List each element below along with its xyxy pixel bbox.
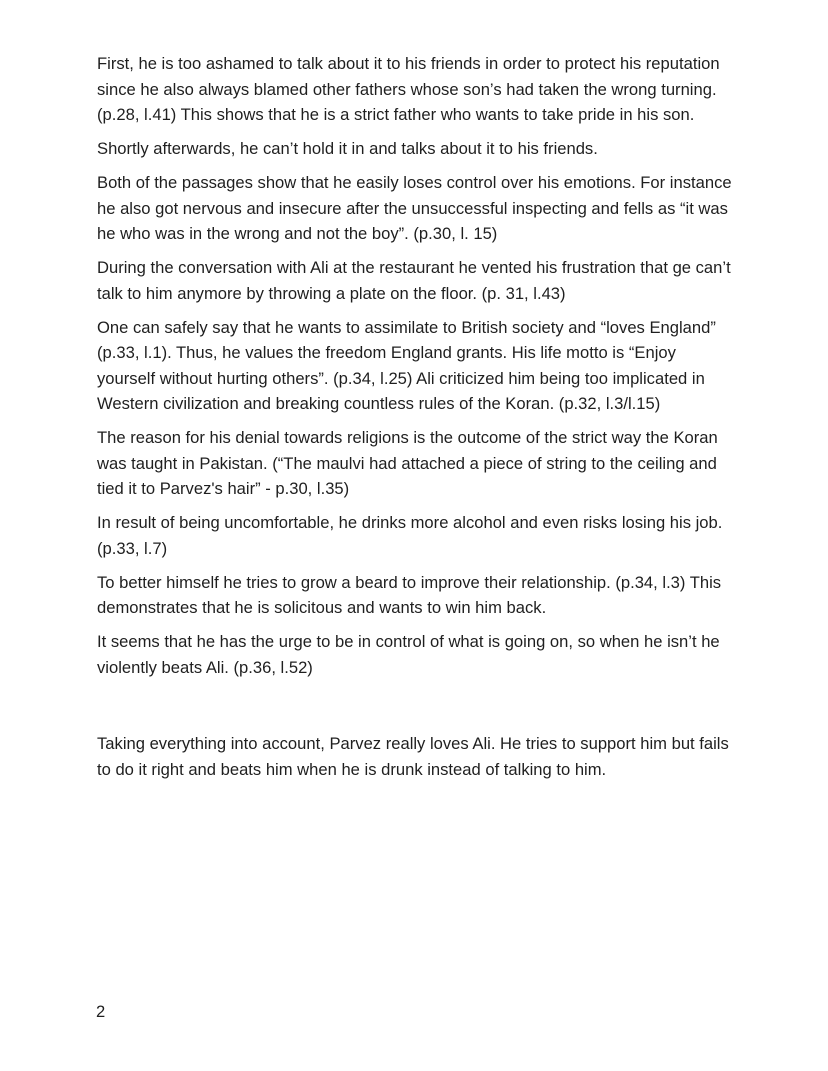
- paragraph-8: To better himself he tries to grow a beard to improve their relationship. (p.34, l.3) This demonstrates that he is solicitous and wants to win him back.: [97, 572, 722, 617]
- paragraph-3: Both of the passages show that he easily loses control over his emotions. For instance he also got nervous and insecure after the unsuccessful inspecting and fells as “it was he who was in the wrong and not the boy”. (p.30, l. 15): [97, 173, 732, 243]
- paragraph-4: During the conversation with Ali at the restaurant he vented his frustration that ge can’t talk to him anymore by throwing a plate on the floor. (p. 31, l.43): [97, 258, 731, 303]
- paragraph-6: The reason for his denial towards religions is the outcome of the strict way the Koran was taught in Pakistan. (“The maulvi had attached a piece of string to the ceiling and tied it to Parvez's hair” - p.30, l.35): [97, 428, 718, 498]
- paragraph-2: Shortly afterwards, he can’t hold it in and talks about it to his friends.: [97, 139, 598, 158]
- document-body: [97, 51, 733, 791]
- paragraph-7: In result of being uncomfortable, he drinks more alcohol and even risks losing his job. (p.33, l.7): [97, 513, 723, 558]
- page-number: 2: [96, 1002, 106, 1021]
- paragraph-9: It seems that he has the urge to be in control of what is going on, so when he isn’t he violently beats Ali. (p.36, l.52): [97, 632, 720, 677]
- paragraph-5: One can safely say that he wants to assimilate to British society and “loves England” (p.33, l.1). Thus, he values the freedom England grants. His life motto is “Enjoy yourself without hurting others”. (p.34, l.25) Ali criticized him being too implicated in Western civilization and breaking countless rules of the Koran. (p.32, l.3/l.15): [97, 317, 716, 413]
- conclusion-paragraph: Taking everything into account, Parvez really loves Ali. He tries to support him but fails to do it right and beats him when he is drunk instead of talking to him.: [97, 734, 729, 779]
- paragraph-1: First, he is too ashamed to talk about it to his friends in order to protect his reputation since he also always blamed other fathers whose son’s had taken the wrong turning. (p.28, l.41) This shows that he is a strict father who wants to take pride in his son.: [97, 54, 720, 124]
